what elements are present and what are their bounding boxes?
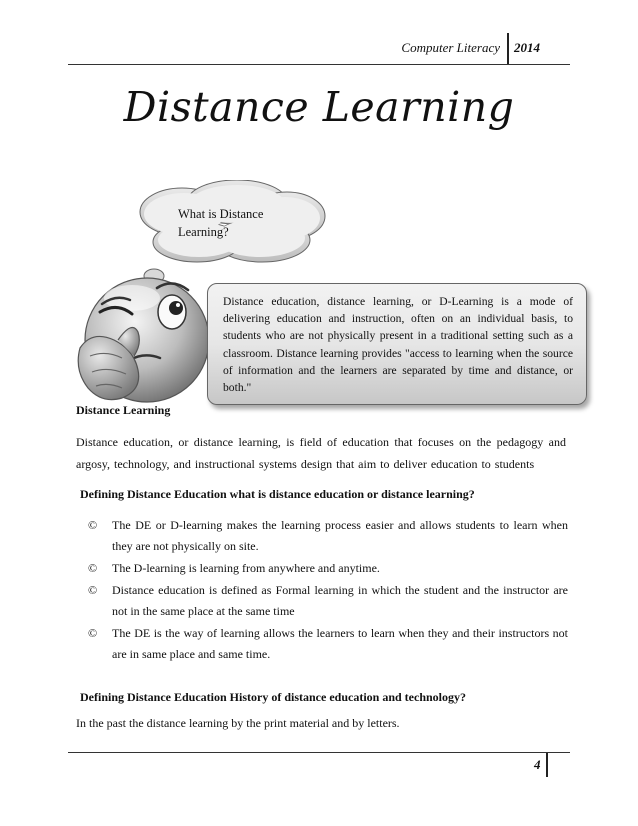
copyright-bullet-icon: © [88,583,98,597]
thought-bubble-text: What is Distance Learning? [178,207,264,239]
list-item: © The DE or D-learning makes the learning process easier and allows students to learn when they are not physically on site. [88,515,568,557]
copyright-bullet-icon: © [88,561,98,575]
definition-callout [207,283,587,405]
section-heading-distance-learning: Distance Learning [76,403,171,417]
intro-paragraph: Distance education, or distance learning, is field of education that focuses on the pedagogy and argosy, technology, and instructional systems design that aim to deliver education to students [76,435,566,471]
section-heading-history: Defining Distance Education History of distance education and technology? [80,690,467,704]
callout-text: Distance education, distance learning, or D-Learning is a mode of delivering education and instruction, often on an individual basis, to students who are not physically present in a traditional setting such as a classroom. Distance learning provides "access to learning when the source of information and the learners are separated by time and distance, or both." [223,295,573,395]
page-title: Distance Learning [123,83,515,131]
footer-divider [546,753,548,777]
list-item: © The DE is the way of learning allows the learners to learn when they and their instructors not are in same place and same time. [88,623,568,665]
header-rule [68,64,570,65]
header-year: 2014 [514,40,540,55]
section-heading-defining: Defining Distance Education what is distance education or distance learning? [80,487,475,501]
page-number: 4 [534,757,541,772]
list-item: © Distance education is defined as Formal learning in which the student and the instructor are not in the same place at the same time [88,580,568,622]
copyright-bullet-icon: © [88,626,98,640]
header-subject: Computer Literacy [401,40,500,55]
footer-rule [68,752,570,753]
header-divider [507,33,509,65]
copyright-bullet-icon: © [88,518,98,532]
list-item: © The D-learning is learning from anywhere and anytime. [88,558,568,579]
bullet-list [88,515,568,666]
history-paragraph: In the past the distance learning by the print material and by letters. [76,716,400,730]
